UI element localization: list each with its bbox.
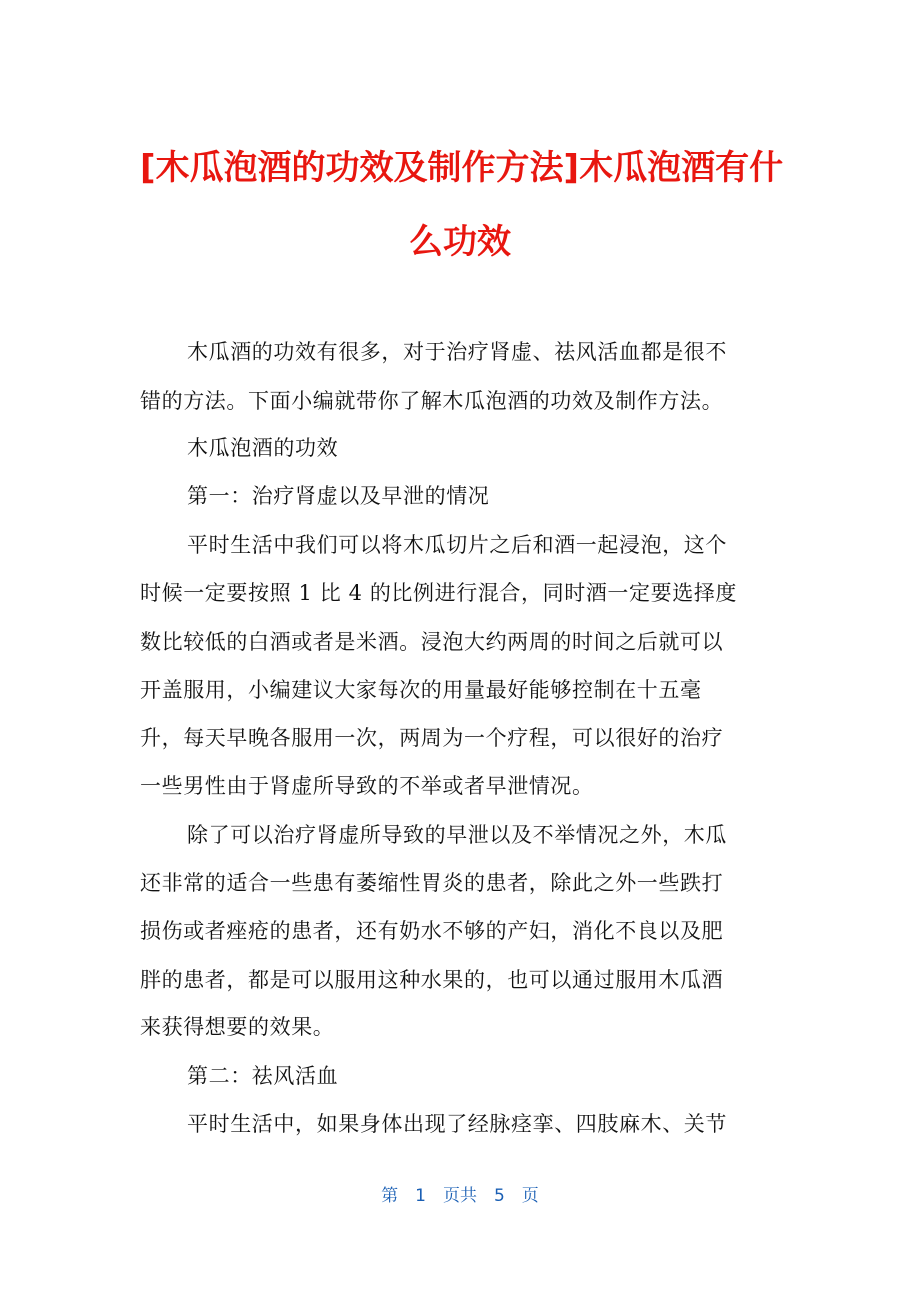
document-title-line-2: 么功效 xyxy=(409,222,511,262)
paragraph-line: 胖的患者，都是可以服用这种水果的，也可以通过服用木瓜酒 xyxy=(140,968,724,992)
paragraph-line: 升，每天早晚各服用一次，两周为一个疗程，可以很好的治疗 xyxy=(140,726,724,750)
document-title-line-1: [木瓜泡酒的功效及制作方法]木瓜泡酒有什 xyxy=(140,148,784,188)
paragraph-line: 木瓜酒的功效有很多，对于治疗肾虚、祛风活血都是很不 xyxy=(187,340,727,364)
subsection-heading: 第二：祛风活血 xyxy=(187,1064,339,1088)
paragraph-line: 还非常的适合一些患有萎缩性胃炎的患者，除此之外一些跌打 xyxy=(140,871,724,895)
paragraph-line: 除了可以治疗肾虚所导致的早泄以及不举情况之外，木瓜 xyxy=(187,823,727,847)
paragraph-line: 损伤或者痤疮的患者，还有奶水不够的产妇，消化不良以及肥 xyxy=(140,919,724,943)
section-heading: 木瓜泡酒的功效 xyxy=(187,436,339,460)
paragraph-line: 一些男性由于肾虚所导致的不举或者早泄情况。 xyxy=(140,774,594,798)
paragraph-line: 数比较低的白酒或者是米酒。浸泡大约两周的时间之后就可以 xyxy=(140,630,724,654)
paragraph-line: 时候一定要按照 1 比 4 的比例进行混合，同时酒一定要选择度 xyxy=(140,581,738,605)
paragraph-line: 平时生活中，如果身体出现了经脉痉挛、四肢麻木、关节 xyxy=(187,1112,727,1136)
subsection-heading: 第一：治疗肾虚以及早泄的情况 xyxy=(187,484,490,508)
paragraph-line: 来获得想要的效果。 xyxy=(140,1015,335,1039)
paragraph-line: 错的方法。下面小编就带你了解木瓜泡酒的功效及制作方法。 xyxy=(140,389,724,413)
page-number-footer: 第 1 页共 5 页 xyxy=(381,1186,539,1206)
paragraph-line: 开盖服用，小编建议大家每次的用量最好能够控制在十五毫 xyxy=(140,678,702,702)
paragraph-line: 平时生活中我们可以将木瓜切片之后和酒一起浸泡，这个 xyxy=(187,533,727,557)
